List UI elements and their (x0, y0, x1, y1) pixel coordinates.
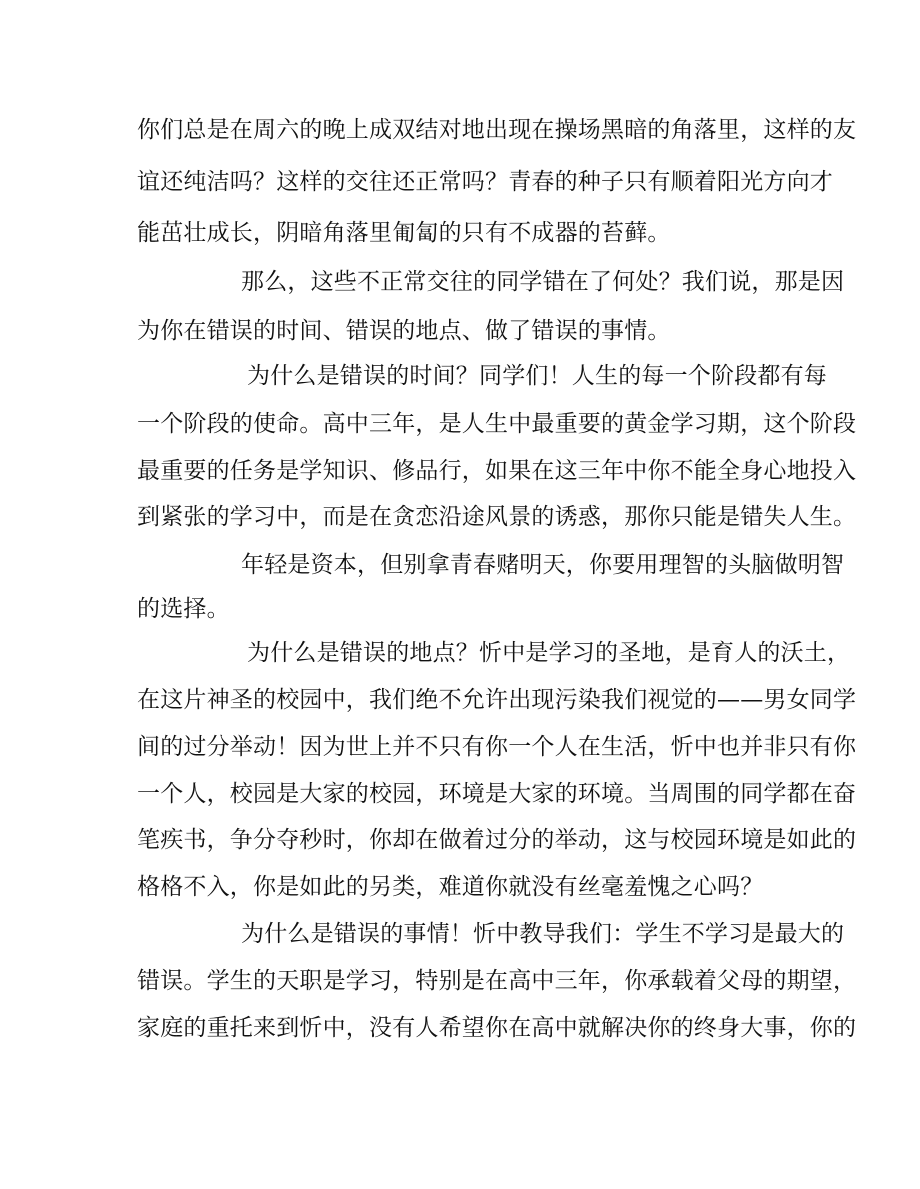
paragraph-5-line-1: 为什么是错误的地点？忻中是学习的圣地，是育人的沃土， (247, 640, 851, 666)
paragraph-3-line-4: 到紧张的学习中，而是在贪恋沿途风景的诱惑，那你只能是错失人生。 (137, 504, 857, 530)
paragraph-4-line-1: 年轻是资本，但别拿青春赌明天，你要用理智的头脑做明智 (241, 552, 845, 578)
paragraph-2-line-1: 那么，这些不正常交往的同学错在了何处？我们说，那是因 (241, 269, 845, 295)
paragraph-5-line-4: 一个人，校园是大家的校园，环境是大家的环境。当周围的同学都在奋 (137, 781, 857, 807)
paragraph-5-line-6: 格格不入，你是如此的另类，难道你就没有丝毫羞愧之心吗？ (137, 874, 764, 900)
paragraph-5-line-2: 在这片神圣的校园中，我们绝不允许出现污染我们视觉的——男女同学 (137, 687, 857, 713)
paragraph-3-line-3: 最重要的任务是学知识、修品行，如果在这三年中你不能全身心地投入 (137, 458, 857, 484)
paragraph-1-line-3: 能茁壮成长，阴暗角落里匍匐的只有不成器的苔藓。 (137, 220, 671, 246)
paragraph-6-line-3: 家庭的重托来到忻中，没有人希望你在高中就解决你的终身大事，你的 (137, 1015, 857, 1041)
paragraph-5-line-3: 间的过分举动！因为世上并不只有你一个人在生活，忻中也并非只有你 (137, 734, 857, 760)
paragraph-6-line-2: 错误。学生的天职是学习，特别是在高中三年，你承载着父母的期望， (137, 968, 857, 994)
paragraph-2-line-2: 为你在错误的时间、错误的地点、做了错误的事情。 (137, 318, 671, 344)
paragraph-1-line-1: 你们总是在周六的晚上成双结对地出现在操场黑暗的角落里，这样的友 (137, 117, 857, 143)
paragraph-3-line-1: 为什么是错误的时间？同学们！人生的每一个阶段都有每 (247, 363, 827, 389)
paragraph-4-line-2: 的选择。 (137, 596, 230, 622)
paragraph-1-line-2: 谊还纯洁吗？这样的交往还正常吗？青春的种子只有顺着阳光方向才 (137, 169, 833, 195)
paragraph-5-line-5: 笔疾书，争分夺秒时，你却在做着过分的举动，这与校园环境是如此的 (137, 827, 857, 853)
paragraph-3-line-2: 一个阶段的使命。高中三年，是人生中最重要的黄金学习期，这个阶段 (137, 411, 857, 437)
paragraph-6-line-1: 为什么是错误的事情！忻中教导我们：学生不学习是最大的 (241, 921, 845, 947)
